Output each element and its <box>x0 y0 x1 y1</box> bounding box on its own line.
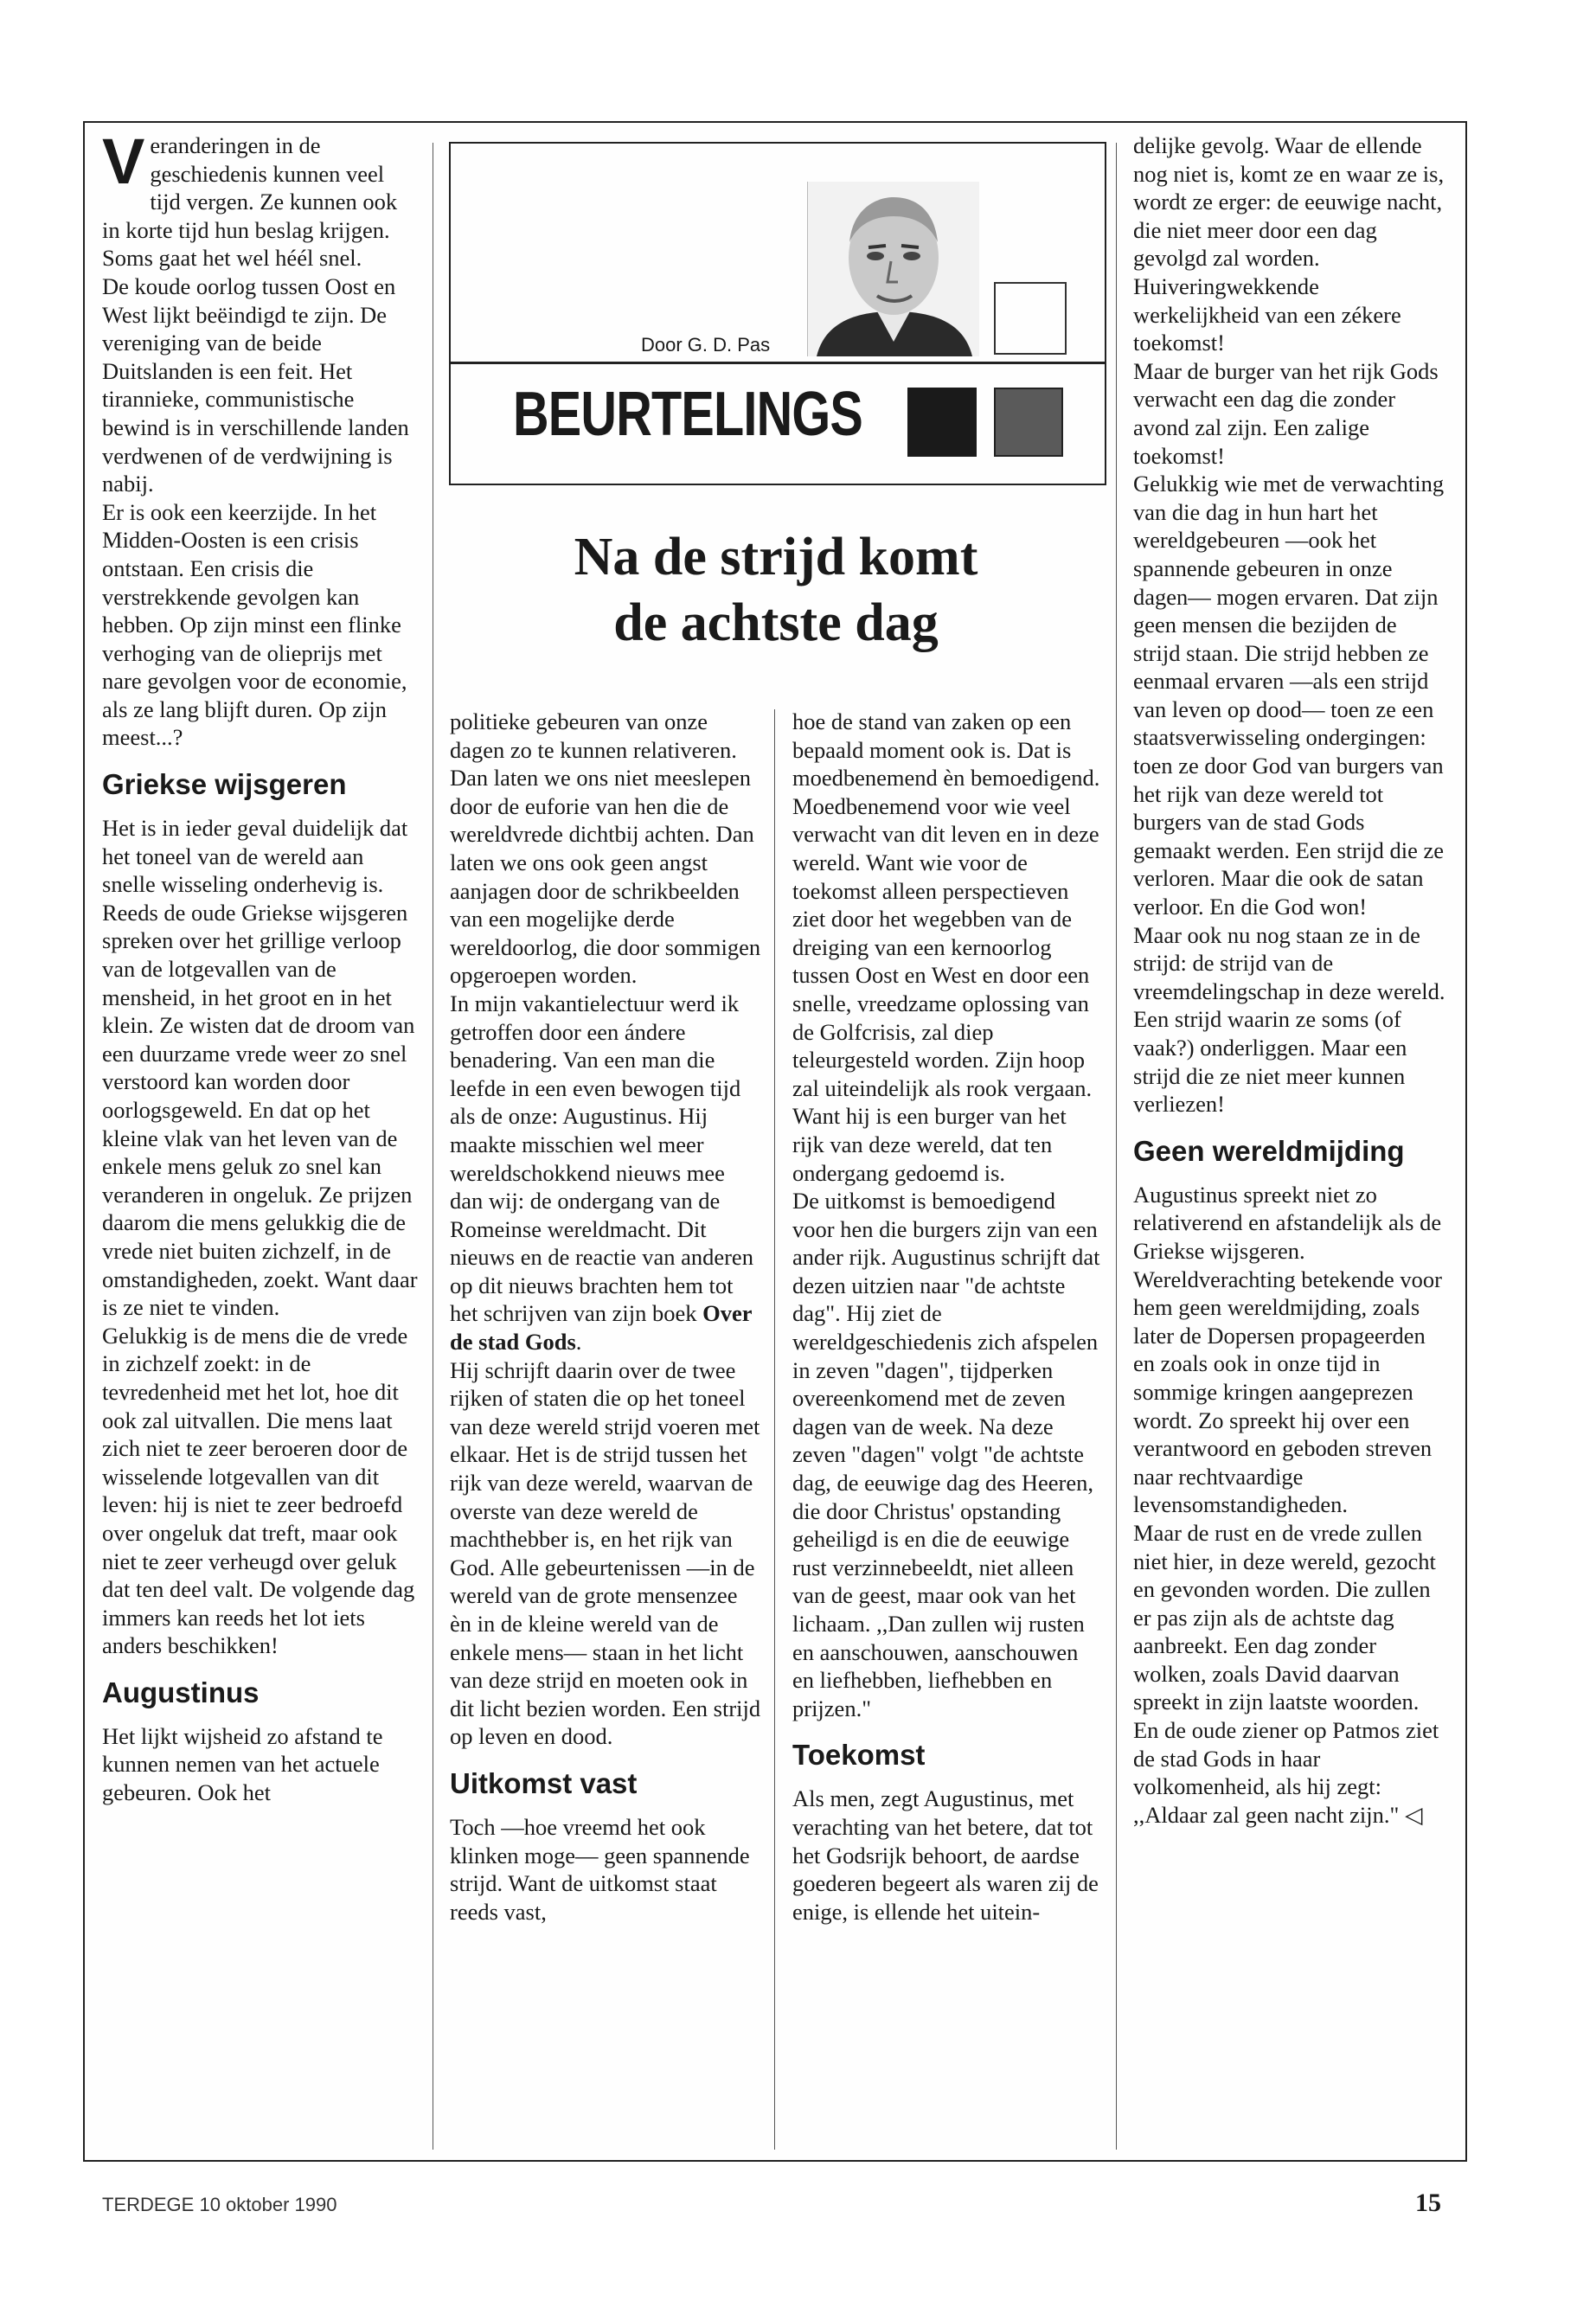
paragraph: Gelukkig is de mens die de vrede in zichzelf zoekt: in de tevredenheid met het lot, hoe dit ook zal uitvallen. Die mens laat zich niet te zeer beroeren door de wisselende lotgevallen van dit leven: hij is niet te zeer bedroefd over ongeluk dat treft, maar ook niet te zeer verheugd over geluk dat ten deel valt. De volgende dag immers kan reeds het lot iets anders beschikken! <box>102 1322 415 1659</box>
subheading: Geen wereldmijding <box>1133 1134 1405 1167</box>
column-header-box <box>449 142 1106 485</box>
paragraph: De koude oorlog tussen Oost en West lijkt beëindigd te zijn. De vereniging van de beide Duitslanden is een feit. Het tirannieke, communistische bewind is in verschillende landen verdwenen of de verdwijning is nabij. <box>102 272 409 497</box>
column-4 <box>1133 131 1446 1829</box>
decor-square-grey <box>994 388 1063 457</box>
paragraph: Reeds de oude Griekse wijsgeren spreken over het grillige verloop van de lotgevallen van de mensheid, in het groot en in het klein. Ze wisten dat de droom van een duurzame vrede weer zo snel verstoord kan worden door oorlogsgeweld. En dat op het kleine vlak van het leven van de enkele mens geluk zo snel kan veranderen in ongeluk. Ze prijzen daarom die mens gelukkig die de vrede niet buiten zichzelf, in de omstandigheden, zoekt. Want daar is ze niet te vinden. <box>102 899 418 1321</box>
paragraph: Moedbenemend voor wie veel verwacht van dit leven en in deze wereld. Want wie voor de toekomst alleen perspectieven ziet door het wegebben van de dreiging van een kernoorlog tussen Oost en West en door een snelle, vreedzame oplossing van de Golfcrisis, zal diep teleurgesteld worden. Zijn hoop zal uiteindelijk als rook vergaan. Want hij is een burger van het rijk van deze wereld, dat ten ondergang gedoemd is. <box>792 792 1099 1186</box>
headline-line: de achtste dag <box>613 593 939 652</box>
author-portrait <box>807 182 979 356</box>
drop-cap: V <box>102 125 145 197</box>
subheading: Griekse wijsgeren <box>102 768 347 801</box>
column-3 <box>792 708 1102 1926</box>
paragraph: Gelukkig wie met de verwachting van die dag in hun hart het wereldgebeuren —ook het spannende gebeuren in onze dagen— mogen ervaren. Dat zijn geen mensen die bezijden de strijd staan. Die strijd hebben ze eenmaal ervaren —als een strijd van leven op dood— toen ze een staatsverwisseling ondergingen: toen ze door God van burgers van het rijk van deze wereld tot burgers van de stad Gods gemaakt werden. Een strijd die ze verloren. Maar die ook de satan verloor. En die God won! <box>1133 471 1445 920</box>
decor-square-outline <box>994 282 1067 355</box>
column-2 <box>450 708 761 1926</box>
column-brand: BEURTELINGS <box>513 380 863 449</box>
paragraph: Het lijkt wijsheid zo afstand te kunnen nemen van het actuele gebeuren. Ook het <box>102 1722 383 1806</box>
column-rule <box>774 709 775 2150</box>
paragraph: In mijn vakantielectuur werd ik getroffen door een ándere benadering. Van een man die leefde in een even bewogen tijd als de onze: Augustinus. Hij maakte misschien wel meer wereldschokkend nieuws mee dan wij: de ondergang van de Romeinse wereldmacht. Dit nieuws en de reactie van anderen op dit nieuws brachten hem tot het schrijven van zijn boek Over de stad Gods. <box>450 990 753 1356</box>
paragraph: Het is in ieder geval duidelijk dat het toneel van de wereld aan snelle wisseling onderhevig is. <box>102 815 408 898</box>
paragraph: Augustinus spreekt niet zo relativerend en afstandelijk als de Griekse wijsgeren. Wereldverachting betekende voor hem geen wereldmijding, zoals later de Dopersen propageerden en zoals ook in onze tijd in sommige kringen aangeprezen wordt. Zo spreekt hij over een verantwoord en geboden streven naar rechtvaardige levensomstandigheden. <box>1133 1181 1442 1518</box>
headline-line: Na de strijd komt <box>574 528 978 586</box>
paragraph: Maar de rust en de vrede zullen niet hier, in deze wereld, gezocht en gevonden worden. Die zullen er pas zijn als de achtste dag aanbreekt. Een dag zonder wolken, zoals David daarvan spreekt in zijn laatste woorden. En de oude ziener op Patmos ziet de stad Gods in haar volkomenheid, als hij zegt: ,,Aldaar zal geen nacht zijn." ◁ <box>1133 1519 1439 1828</box>
column-1 <box>102 125 420 1807</box>
subheading: Toekomst <box>792 1739 926 1772</box>
paragraph: delijke gevolg. Waar de ellende nog niet is, komt ze en waar ze is, wordt ze erger: de eeuwige nacht, die niet meer door een dag gevolgd zal worden. Huiveringwekkende werkelijkheid van een zékere toekomst! <box>1133 132 1445 356</box>
headline <box>449 524 1103 656</box>
paragraph: Maar de burger van het rijk Gods verwacht een dag die zonder avond zal zijn. Een zalige toekomst! <box>1133 357 1439 469</box>
footer-publication: TERDEGE 10 oktober 1990 <box>102 2194 337 2215</box>
paragraph: politieke gebeuren van onze dagen zo te kunnen relativeren. Dan laten we ons niet meeslepen door de euforie van hen die de wereldvrede dichtbij achten. Dan laten we ons ook geen angst aanjagen door de schrikbeelden van een mogelijke derde wereldoorlog, die door sommigen opgeroepen worden. <box>450 708 761 989</box>
portrait-illustration <box>808 182 979 356</box>
column-rule <box>1116 143 1117 2150</box>
paragraph: Toch —hoe vreemd het ook klinken moge— geen spannende strijd. Want de uitkomst staat reeds vast, <box>450 1813 750 1925</box>
paragraph: Maar ook nu nog staan ze in de strijd: de strijd van de vreemdelingschap in deze wereld. Een strijd waarin ze soms (of vaak?) onderliggen. Maar een strijd die ze niet meer kunnen verliezen! <box>1133 921 1445 1118</box>
byline: Door G. D. Pas <box>641 334 771 356</box>
page-number: 15 <box>1415 2189 1441 2217</box>
paragraph: Er is ook een keerzijde. In het Midden-Oosten is een crisis ontstaan. Een crisis die verstrekkende gevolgen kan hebben. Op zijn minst een flinke verhoging van de olieprijs met nare gevolgen voor de economie, als ze lang blijft duren. Op zijn meest...? <box>102 498 407 751</box>
header-rule <box>451 362 1105 364</box>
decor-square-black <box>907 388 977 457</box>
paragraph: hoe de stand van zaken op een bepaald moment ook is. Dat is moedbenemend èn bemoedigend. <box>792 708 1100 792</box>
intro-paragraph: Veranderingen in de geschiedenis kunnen veel tijd vergen. Ze kunnen ook in korte tijd hun beslag krijgen. Soms gaat het wel héél snel. <box>102 125 398 272</box>
paragraph: De uitkomst is bemoedigend voor hen die burgers zijn van een ander rijk. Augustinus schrijft dat dezen uitzien naar "de achtste dag". Hij ziet de wereldgeschiedenis zich afspelen in zeven "dagen", tijdperken overeenkomend met de zeven dagen van de week. Na deze zeven "dagen" volgt "de achtste dag, de eeuwige dag des Heeren, die door Christus' opstanding geheiligd is en die de eeuwige rust verzinnebeeldt, niet alleen van de geest, maar ook van het lichaam. ,,Dan zullen wij rusten en aanschouwen, aanschouwen en liefhebben, liefhebben en prijzen." <box>792 1188 1100 1721</box>
book-title: Over de stad Gods <box>450 1300 753 1356</box>
paragraph: Hij schrijft daarin over de twee rijken of staten die op het toneel van deze wereld strijd voeren met elkaar. Het is de strijd tussen het rijk van deze wereld, waarvan de overste van deze wereld de machthebber is, en het rijk van God. Alle gebeurtenissen —in de wereld van de grote mensenzee èn in de kleine wereld van de enkele mens— staan in het licht van deze strijd en moeten ook in dit licht bezien worden. Een strijd op leven en dood. <box>450 1356 761 1750</box>
subheading: Augustinus <box>102 1676 260 1708</box>
paragraph: Als men, zegt Augustinus, met verachting van het betere, dat tot het Godsrijk behoort, de aardse goederen begeert als waren zij de enige, is ellende het uitein- <box>792 1785 1099 1925</box>
subheading: Uitkomst vast <box>450 1766 638 1799</box>
